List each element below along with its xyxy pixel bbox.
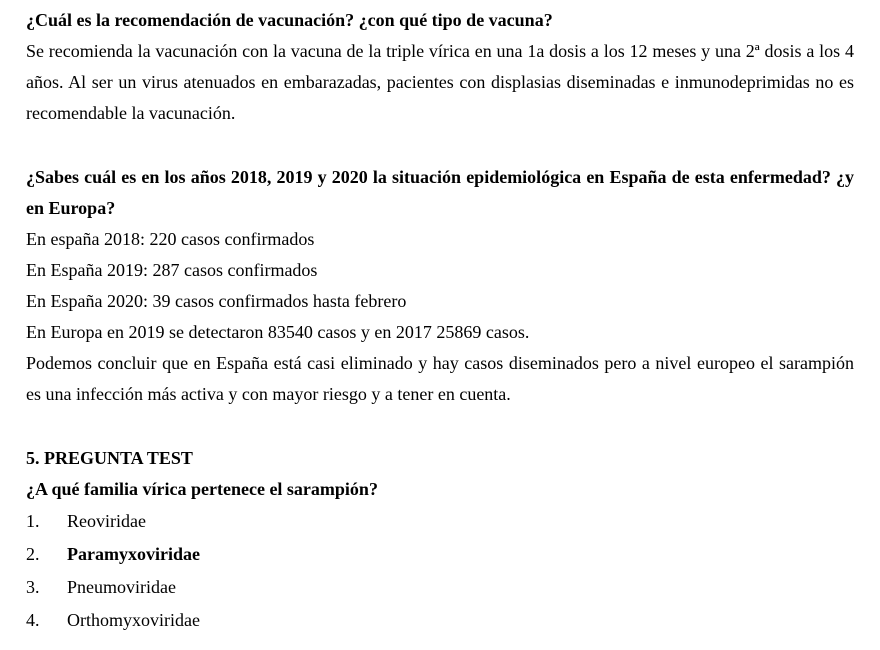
epidemiology-line: En Europa en 2019 se detectaron 83540 casos y en 2017 25869 casos. (26, 322, 530, 342)
option-label: Reoviridae (67, 511, 146, 531)
test-options-list (26, 505, 854, 637)
test-option-2 (26, 538, 854, 571)
option-label-correct: Paramyxoviridae (67, 544, 200, 564)
option-number: 1. (26, 511, 40, 531)
test-heading: 5. PREGUNTA TEST (26, 448, 193, 468)
epidemiology-conclusion: Podemos concluir que en España está casi eliminado y hay casos diseminados pero a nivel europeo el sarampión es una infección más activa y con mayor riesgo y a tener en cuenta. (26, 353, 854, 404)
test-question: ¿A qué familia vírica pertenece el sarampión? (26, 479, 378, 499)
test-option-1 (26, 505, 854, 538)
vaccination-answer: Se recomienda la vacunación con la vacuna de la triple vírica en una 1a dosis a los 12 meses y una 2ª dosis a los 4 años. Al ser un virus atenuados en embarazadas, pacientes con displasias diseminadas e inmunodeprimidas no es recomendable la vacunación. (26, 41, 854, 123)
option-number: 2. (26, 544, 40, 564)
option-number: 3. (26, 577, 40, 597)
epidemiology-line: En España 2020: 39 casos confirmados hasta febrero (26, 291, 407, 311)
epidemiology-line: En españa 2018: 220 casos confirmados (26, 229, 315, 249)
spacer (26, 410, 854, 443)
vaccination-question: ¿Cuál es la recomendación de vacunación? ¿con qué tipo de vacuna? (26, 10, 553, 30)
test-option-3 (26, 571, 854, 604)
spacer (26, 129, 854, 162)
option-label: Orthomyxoviridae (67, 610, 200, 630)
option-label: Pneumoviridae (67, 577, 176, 597)
test-option-4 (26, 604, 854, 637)
epidemiology-line: En España 2019: 287 casos confirmados (26, 260, 318, 280)
epidemiology-question: ¿Sabes cuál es en los años 2018, 2019 y 2020 la situación epidemiológica en España de esta enfermedad? ¿y en Europa? (26, 167, 854, 218)
option-number: 4. (26, 610, 40, 630)
